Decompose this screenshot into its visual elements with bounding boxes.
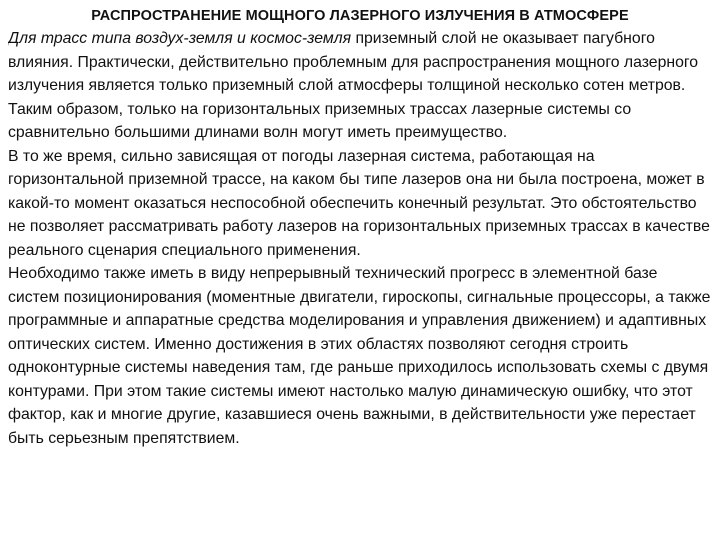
slide-title: РАСПРОСТРАНЕНИЕ МОЩНОГО ЛАЗЕРНОГО ИЗЛУЧЕНИЯ В АТМОСФЕРЕ — [91, 8, 629, 24]
slide — [8, 6, 712, 534]
paragraph-2: Таким образом, только на горизонтальных приземных трассах лазерные системы со сравнительно большими длинами волн могут иметь преимущество. — [8, 100, 632, 141]
paragraph-4: Необходимо также иметь в виду непрерывный технический прогресс в элементной базе систем позиционирования (моментные двигатели, гироскопы, сигнальные процессоры, а также программные и аппаратные средства моделирования и управления движением) и адаптивных оптических систем. Именно достижения в этих областях позволяют сегодня строить одноконтурные системы наведения там, где раньше приходилось использовать схемы с двумя контурами. При этом такие системы имеют настолько малую динамическую ошибку, что этот фактор, как и многие другие, казавшиеся очень важными, в действительности уже перестает быть серьезным препятствием. — [8, 265, 711, 447]
slide-body — [8, 27, 712, 450]
paragraph-1-lead: Для трасс типа воздух-земля и космос-земля — [8, 30, 352, 47]
paragraph-1-text: приземный слой не оказывает пагубного влияния. Практически, действительно проблемным для распространения мощного лазерного излучения является только приземный слой атмосферы толщиной несколько сотен метров. — [8, 30, 699, 94]
paragraph-1 — [8, 27, 712, 98]
paragraph-3: В то же время, сильно зависящая от погоды лазерная система, работающая на горизонтальной приземной трассе, на каком бы типе лазеров она ни была построена, может в какой-то момент оказаться неспособной обеспечить конечный результат. Это обстоятельство не позволяет рассматривать работу лазеров на горизонтальных приземных трассах в качестве реального сценария специального применения. — [8, 147, 710, 259]
